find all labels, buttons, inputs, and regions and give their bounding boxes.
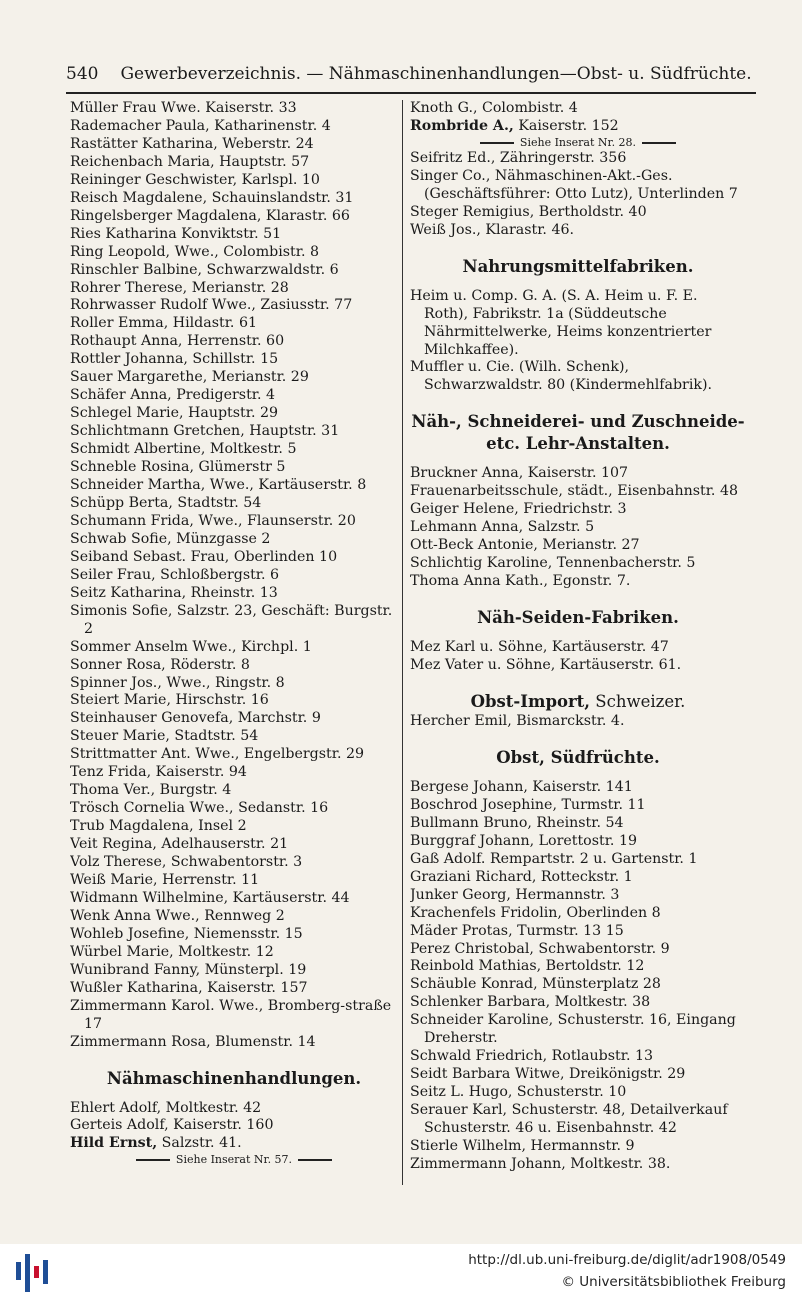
list-item: Bergese Johann, Kaiserstr. 141: [410, 778, 633, 795]
list-item: Sommer Anselm Wwe., Kirchpl. 1: [70, 638, 312, 655]
university-logo-icon: [12, 1252, 52, 1294]
list-item: Wenk Anna Wwe., Rennweg 2: [70, 907, 285, 924]
list-item: Trösch Cornelia Wwe., Sedanstr. 16: [70, 800, 329, 817]
list-item: Schäfer Anna, Predigerstr. 4: [70, 387, 276, 404]
viewer-footer: [0, 1244, 802, 1301]
list-item: Knoth G., Colombistr. 4: [410, 100, 578, 116]
list-item: Bruckner Anna, Kaiserstr. 107: [410, 465, 629, 482]
list-item: Mez Karl u. Söhne, Kartäuserstr. 47: [410, 639, 669, 656]
section-heading-lehranstalten-2: etc. Lehr-Anstalten.: [486, 434, 670, 454]
list-item: Schlichtig Karoline, Tennenbacherstr. 5: [410, 555, 696, 572]
list-item: Veit Regina, Adelhauserstr. 21: [70, 836, 289, 853]
inserat-text: Siehe Inserat Nr. 57.: [175, 1153, 293, 1167]
list-item: Seifritz Ed., Zähringerstr. 356: [410, 149, 627, 166]
list-item: Singer Co., Nähmaschinen-Akt.-Ges. (Geschäftsführer: Otto Lutz), Unterlinden 7: [410, 167, 738, 202]
obst-import-subtitle: Schweizer.: [590, 691, 686, 711]
list-item: Müller Frau Wwe. Kaiserstr. 33: [70, 100, 297, 116]
list-item: Sauer Margarethe, Merianstr. 29: [70, 369, 309, 386]
hild-address: Salzstr. 41.: [157, 1135, 242, 1152]
list-item: Ehlert Adolf, Moltkestr. 42: [70, 1099, 262, 1116]
list-item: Rothaupt Anna, Herrenstr. 60: [70, 333, 285, 350]
list-item: Seitz Katharina, Rheinstr. 13: [70, 584, 278, 601]
list-item: Thoma Ver., Burgstr. 4: [70, 782, 232, 799]
list-item: Heim u. Comp. G. A. (S. A. Heim u. F. E. Roth), Fabrikstr. 1a (Süddeutsche Nährmittelwerke, Heims konzentrierter Milchkaffee).: [410, 287, 712, 358]
list-item: Mez Vater u. Söhne, Kartäuserstr. 61.: [410, 657, 682, 674]
list-item: Seidt Barbara Witwe, Dreikönigstr. 29: [410, 1066, 686, 1083]
page-title: Gewerbeverzeichnis. — Nähmaschinenhandlungen—Obst- u. Südfrüchte.: [120, 64, 752, 84]
list-item: Junker Georg, Hermannstr. 3: [410, 886, 620, 903]
list-item: Steinhauser Genovefa, Marchstr. 9: [70, 710, 321, 727]
list-item: Ringelsberger Magdalena, Klarastr. 66: [70, 207, 350, 224]
list-item: Weiß Jos., Klarastr. 46.: [410, 221, 575, 238]
list-item-hild: [70, 1135, 398, 1153]
list-item: Schlegel Marie, Hauptstr. 29: [70, 405, 279, 422]
list-item: Schwab Sofie, Münzgasse 2: [70, 530, 271, 547]
list-item: Schäuble Konrad, Münsterplatz 28: [410, 976, 661, 993]
list-item: Rastätter Katharina, Weberstr. 24: [70, 135, 314, 152]
list-item: Ries Katharina Konviktstr. 51: [70, 225, 282, 242]
list-item: Sonner Rosa, Röderstr. 8: [70, 656, 250, 673]
list-item: Weiß Marie, Herrenstr. 11: [70, 871, 260, 888]
inserat-text: Siehe Inserat Nr. 28.: [519, 135, 637, 149]
list-item: Zimmermann Johann, Moltkestr. 38.: [410, 1155, 671, 1172]
list-item: Schneider Martha, Wwe., Kartäuserstr. 8: [70, 477, 367, 494]
list-item: Rohrer Therese, Merianstr. 28: [70, 279, 289, 296]
section-heading-naehmaschinen: Nähmaschinenhandlungen.: [106, 1068, 362, 1088]
list-item: Schlichtmann Gretchen, Hauptstr. 31: [70, 423, 340, 440]
permalink-url[interactable]: http://dl.ub.uni-freiburg.de/diglit/adr1908/0549: [468, 1252, 786, 1268]
column-divider: [402, 100, 403, 1185]
list-item: Serauer Karl, Schusterstr. 48, Detailverkauf Schusterstr. 46 u. Eisenbahnstr. 42: [410, 1102, 728, 1137]
list-item: Reisch Magdalene, Schauinslandstr. 31: [70, 189, 354, 206]
rombride-address: Kaiserstr. 152: [513, 117, 619, 134]
section-heading-obst: Obst, Südfrüchte.: [496, 747, 660, 767]
inserat-note: [410, 136, 746, 150]
left-column: [70, 100, 398, 1167]
list-item: Simonis Sofie, Salzstr. 23, Geschäft: Burgstr. 2: [70, 602, 393, 637]
list-item: Frauenarbeitsschule, städt., Eisenbahnstr. 48: [410, 483, 739, 500]
list-item: Wunibrand Fanny, Münsterpl. 19: [70, 961, 307, 978]
list-item: Schwald Friedrich, Rotlaubstr. 13: [410, 1048, 654, 1065]
list-item: Volz Therese, Schwabentorstr. 3: [70, 854, 303, 871]
list-item: Wußler Katharina, Kaiserstr. 157: [70, 979, 308, 996]
list-item: Zimmermann Karol. Wwe., Bromberg-straße 17: [70, 997, 392, 1032]
list-item: Schlenker Barbara, Moltkestr. 38: [410, 994, 651, 1011]
obst-import-title: Obst-Import,: [470, 691, 591, 711]
list-item: Schneble Rosina, Glümerstr 5: [70, 459, 286, 476]
list-item: Ring Leopold, Wwe., Colombistr. 8: [70, 243, 320, 260]
section-heading-obst-import: [410, 691, 746, 713]
inserat-note: [70, 1153, 398, 1167]
right-column: [410, 100, 746, 1174]
list-item: Reinbold Mathias, Bertoldstr. 12: [410, 958, 645, 975]
list-item: Muffler u. Cie. (Wilh. Schenk), Schwarzwaldstr. 80 (Kindermehlfabrik).: [410, 359, 713, 394]
list-item: Bullmann Bruno, Rheinstr. 54: [410, 814, 624, 831]
header-rule: [66, 92, 756, 94]
list-item: Gaß Adolf. Rempartstr. 2 u. Gartenstr. 1: [410, 850, 698, 867]
list-item: Geiger Helene, Friedrichstr. 3: [410, 501, 627, 518]
section-heading-seiden: Näh-Seiden-Fabriken.: [477, 608, 679, 628]
list-item: Graziani Richard, Rotteckstr. 1: [410, 868, 633, 885]
list-item: Ott-Beck Antonie, Merianstr. 27: [410, 537, 640, 554]
list-item-rombride: [410, 118, 746, 136]
list-item: Boschrod Josephine, Turmstr. 11: [410, 796, 646, 813]
list-item: Trub Magdalena, Insel 2: [70, 818, 247, 835]
list-item: Reichenbach Maria, Hauptstr. 57: [70, 153, 310, 170]
page-number: 540: [66, 64, 99, 84]
list-item: Schneider Karoline, Schusterstr. 16, Eingang Dreherstr.: [410, 1012, 736, 1047]
list-item: Perez Christobal, Schwabentorstr. 9: [410, 940, 670, 957]
section-heading-lehranstalten-1: Näh-, Schneiderei- und Zuschneide-: [411, 412, 745, 432]
list-item: Schmidt Albertine, Moltkestr. 5: [70, 441, 297, 458]
list-item: Steiert Marie, Hirschstr. 16: [70, 692, 269, 709]
list-item: Schumann Frida, Wwe., Flaunserstr. 20: [70, 512, 356, 529]
list-item: Lehmann Anna, Salzstr. 5: [410, 519, 595, 536]
list-item: Seitz L. Hugo, Schusterstr. 10: [410, 1084, 627, 1101]
list-item: Hercher Emil, Bismarckstr. 4.: [410, 712, 625, 729]
list-item: Rohrwasser Rudolf Wwe., Zasiusstr. 77: [70, 297, 353, 314]
list-item: Zimmermann Rosa, Blumenstr. 14: [70, 1033, 316, 1050]
list-item: Widmann Wilhelmine, Kartäuserstr. 44: [70, 889, 350, 906]
list-item: Gerteis Adolf, Kaiserstr. 160: [70, 1117, 274, 1134]
list-item: Stierle Wilhelm, Hermannstr. 9: [410, 1137, 635, 1154]
list-item: Mäder Protas, Turmstr. 13 15: [410, 922, 624, 939]
rombride-name: Rombride A.,: [410, 117, 514, 134]
list-item: Schüpp Berta, Stadtstr. 54: [70, 494, 262, 511]
list-item: Seiler Frau, Schloßbergstr. 6: [70, 566, 280, 583]
list-item: Seiband Sebast. Frau, Oberlinden 10: [70, 548, 338, 565]
section-heading-nahrungsmittel: Nahrungsmittelfabriken.: [462, 256, 694, 276]
left-entries-a: [70, 100, 398, 1052]
list-item: Rottler Johanna, Schillstr. 15: [70, 351, 279, 368]
list-item: Strittmatter Ant. Wwe., Engelbergstr. 29: [70, 746, 365, 763]
list-item: Krachenfels Fridolin, Oberlinden 8: [410, 904, 661, 921]
list-item: Wohleb Josefine, Niemensstr. 15: [70, 925, 303, 942]
hild-name: Hild Ernst,: [70, 1135, 158, 1152]
list-item: Steuer Marie, Stadtstr. 54: [70, 728, 259, 745]
list-item: Burggraf Johann, Lorettostr. 19: [410, 832, 637, 849]
list-item: Roller Emma, Hildastr. 61: [70, 315, 257, 332]
copyright-notice: © Universitätsbibliothek Freiburg: [561, 1274, 786, 1290]
list-item: Tenz Frida, Kaiserstr. 94: [70, 764, 247, 781]
list-item: Würbel Marie, Moltkestr. 12: [70, 943, 274, 960]
list-item: Spinner Jos., Wwe., Ringstr. 8: [70, 674, 285, 691]
list-item: Thoma Anna Kath., Egonstr. 7.: [410, 573, 631, 590]
list-item: Reininger Geschwister, Karlspl. 10: [70, 171, 320, 188]
list-item: Rinschler Balbine, Schwarzwaldstr. 6: [70, 261, 339, 278]
list-item: Rademacher Paula, Katharinenstr. 4: [70, 117, 331, 134]
page-header: [66, 62, 766, 86]
list-item: Steger Remigius, Bertholdstr. 40: [410, 203, 647, 220]
